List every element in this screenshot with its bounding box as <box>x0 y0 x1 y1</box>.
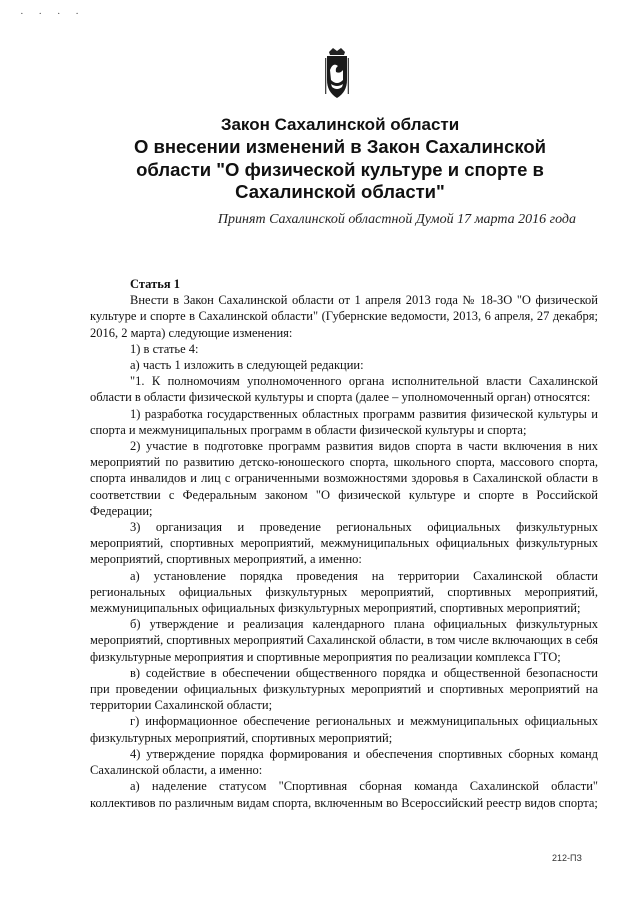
adoption-note: Принят Сахалинской областной Думой 17 марта 2016 года <box>217 212 576 227</box>
paragraph: а) наделение статусом "Спортивная сборная команда Сахалинской области" коллективов по различным видам спорта, включенным во Всероссийский реестр видов спорта; <box>90 779 598 810</box>
page-code: 212-ПЗ <box>552 853 582 863</box>
scan-corner-marks: · · · · <box>20 8 85 20</box>
law-body <box>90 276 598 811</box>
law-title: О внесении изменений в Закон Сахалинской области "О физической культуре и спорте в Сахалинской области" <box>133 136 547 202</box>
paragraph: б) утверждение и реализация календарного плана официальных физкультурных мероприятий, спортивных мероприятий Сахалинской области, в том числе включающих в себя физкультурные мероприятия и спортивные мероприятия по реализации комплекса ГТО; <box>90 617 598 664</box>
paragraph: 4) утверждение порядка формирования и обеспечения спортивных сборных команд Сахалинской области, а именно: <box>90 746 598 778</box>
paragraph: 1) в статье 4: <box>130 341 199 356</box>
paragraph: 1) разработка государственных областных программ развития физической культуры и спорта и межмуниципальных программ в области физической культуры и спорта; <box>90 406 598 437</box>
paragraph: а) установление порядка проведения на территории Сахалинской области региональных официальных физкультурных мероприятий, спортивных мероприятий, межмуниципальных официальных физкультурных мероприятий, спортивных мероприятий; <box>90 568 598 616</box>
paragraph: в) содействие в обеспечении общественного порядка и общественной безопасности при проведении официальных физкультурных мероприятий и спортивных мероприятий на территории Сахалинской области; <box>90 665 598 713</box>
paragraph: 2) участие в подготовке программ развития видов спорта в части включения в них мероприятий по развитию детско-юношеского спорта, школьного спорта, массового спорта, спорта инвалидов и лиц с ограниченными возможностями здоровья в Сахалинской области в соответствии с Федеральным законом "О физической культуре и спорте в Российской Федерации; <box>90 439 598 518</box>
law-name: Закон Сахалинской области <box>220 115 460 134</box>
paragraph: Внести в Закон Сахалинской области от 1 апреля 2013 года № 18-ЗО "О физической культуре и спорте в Сахалинской области" (Губернские ведомости, 2013, 6 апреля, 27 декабря; 2016, 2 марта) следующие изменения: <box>90 293 598 340</box>
article-heading: Статья 1 <box>130 277 180 291</box>
paragraph: 3) организация и проведение региональных официальных физкультурных мероприятий, спортивных мероприятий, межмуниципальных официальных физкультурных мероприятий, спортивных мероприятий, а именно: <box>90 520 598 567</box>
coat-of-arms-icon <box>324 46 350 102</box>
title-block <box>130 114 550 204</box>
paragraph: г) информационное обеспечение региональных и межмуниципальных официальных физкультурных мероприятий, спортивных мероприятий; <box>90 714 598 745</box>
paragraph: а) часть 1 изложить в следующей редакции: <box>130 358 364 373</box>
paragraph: "1. К полномочиям уполномоченного органа исполнительной власти Сахалинской области в области физической культуры и спорта (далее – уполномоченный орган) относятся: <box>90 374 598 405</box>
